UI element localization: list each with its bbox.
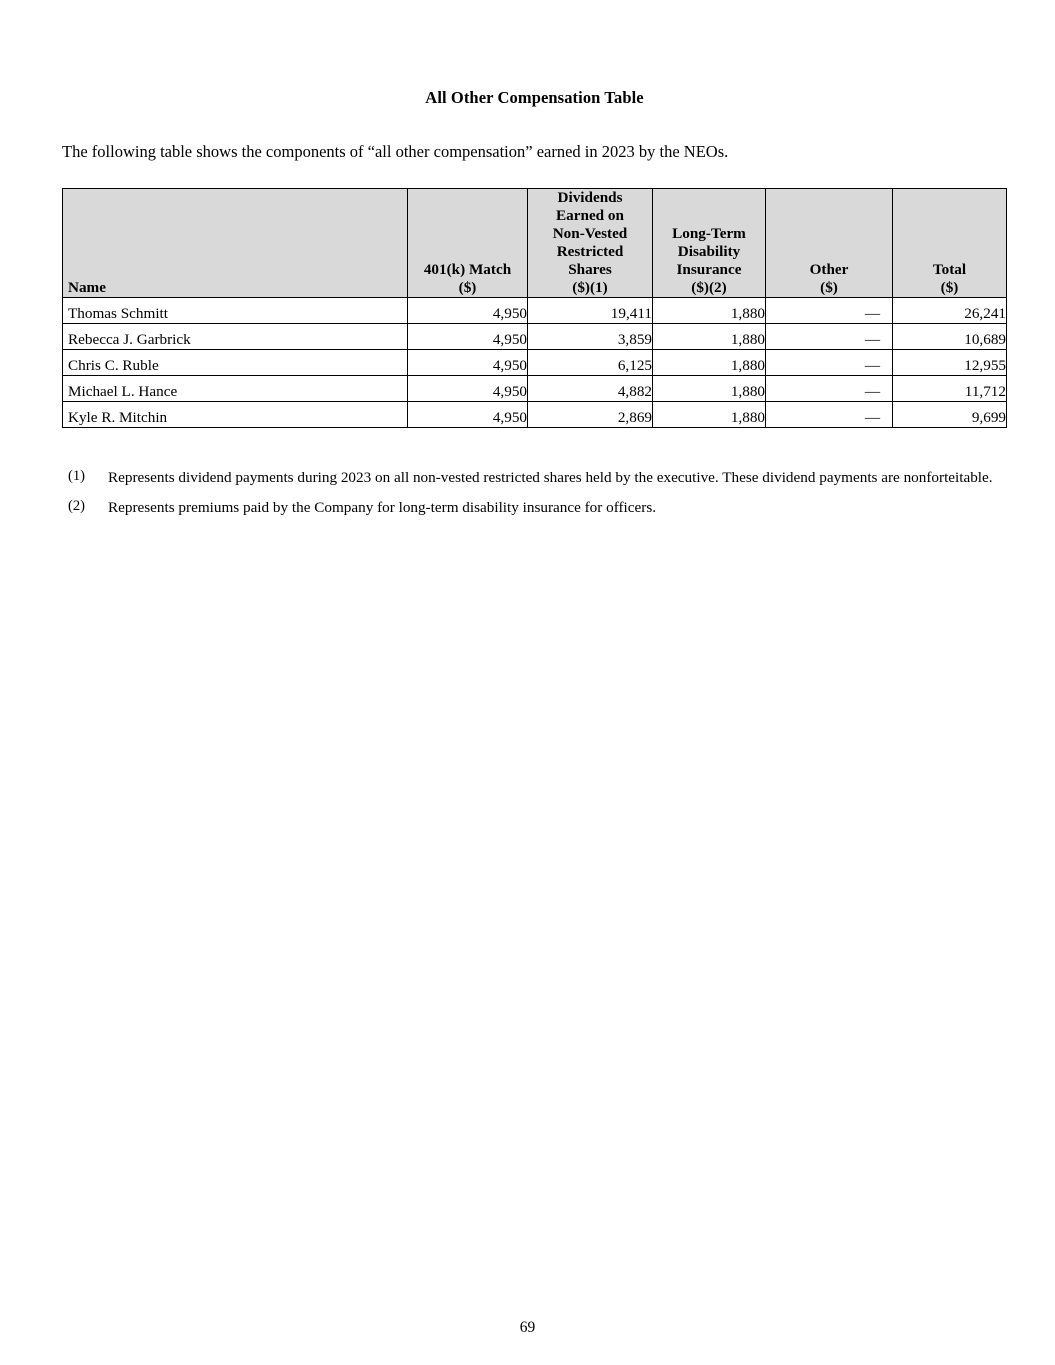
table-row bbox=[63, 402, 1007, 428]
footnote-text: Represents premiums paid by the Company for long-term disability insurance for officers. bbox=[108, 498, 657, 516]
cell-name: Michael L. Hance bbox=[63, 376, 408, 402]
table-header bbox=[63, 189, 1007, 298]
cell-401k-match: 4,950 bbox=[408, 298, 528, 324]
cell-other: — bbox=[766, 298, 893, 324]
page-number: 69 bbox=[519, 1319, 536, 1336]
table-row bbox=[63, 324, 1007, 350]
cell-total: 10,689 bbox=[893, 324, 1007, 350]
cell-total: 12,955 bbox=[893, 350, 1007, 376]
cell-ltd-insurance: 1,880 bbox=[653, 324, 766, 350]
table-header-row bbox=[63, 189, 1007, 298]
cell-dividends: 19,411 bbox=[528, 298, 653, 324]
column-header-total: Total ($) bbox=[893, 189, 1007, 298]
cell-ltd-insurance: 1,880 bbox=[653, 402, 766, 428]
footnote-marker: (2) bbox=[68, 497, 86, 514]
column-header-name: Name bbox=[63, 189, 408, 298]
footnote-item bbox=[62, 498, 1007, 518]
footnotes bbox=[62, 468, 1007, 518]
cell-ltd-insurance: 1,880 bbox=[653, 298, 766, 324]
footnote-text: Represents dividend payments during 2023 on all non-vested restricted shares held by the executive. These dividend payments are nonforteitable. bbox=[108, 469, 993, 487]
cell-ltd-insurance: 1,880 bbox=[653, 350, 766, 376]
cell-other: — bbox=[766, 350, 893, 376]
cell-name: Kyle R. Mitchin bbox=[63, 402, 408, 428]
cell-other: — bbox=[766, 324, 893, 350]
footnote-item bbox=[62, 468, 1007, 488]
cell-401k-match: 4,950 bbox=[408, 350, 528, 376]
cell-name: Chris C. Ruble bbox=[63, 350, 408, 376]
cell-401k-match: 4,950 bbox=[408, 402, 528, 428]
cell-dividends: 2,869 bbox=[528, 402, 653, 428]
table-row bbox=[63, 350, 1007, 376]
cell-total: 11,712 bbox=[893, 376, 1007, 402]
page-title: All Other Compensation Table bbox=[425, 88, 644, 107]
cell-total: 26,241 bbox=[893, 298, 1007, 324]
table-row bbox=[63, 376, 1007, 402]
cell-ltd-insurance: 1,880 bbox=[653, 376, 766, 402]
cell-other: — bbox=[766, 402, 893, 428]
column-header-dividends-earned: Dividends Earned on Non-Vested Restricted Shares ($)(1) bbox=[528, 189, 653, 298]
all-other-compensation-table bbox=[62, 188, 1007, 428]
cell-other: — bbox=[766, 376, 893, 402]
column-header-other: Other ($) bbox=[766, 189, 893, 298]
cell-name: Rebecca J. Garbrick bbox=[63, 324, 408, 350]
cell-name: Thomas Schmitt bbox=[63, 298, 408, 324]
table-row bbox=[63, 298, 1007, 324]
intro-paragraph: The following table shows the components of “all other compensation” earned in 2023 by the NEOs. bbox=[62, 142, 729, 161]
cell-401k-match: 4,950 bbox=[408, 376, 528, 402]
cell-401k-match: 4,950 bbox=[408, 324, 528, 350]
footnote-marker: (1) bbox=[68, 468, 86, 485]
cell-dividends: 3,859 bbox=[528, 324, 653, 350]
cell-dividends: 6,125 bbox=[528, 350, 653, 376]
column-header-401k-match: 401(k) Match ($) bbox=[408, 189, 528, 298]
column-header-long-term-disability: Long-Term Disability Insurance ($)(2) bbox=[653, 189, 766, 298]
cell-dividends: 4,882 bbox=[528, 376, 653, 402]
cell-total: 9,699 bbox=[893, 402, 1007, 428]
table-body bbox=[63, 298, 1007, 428]
